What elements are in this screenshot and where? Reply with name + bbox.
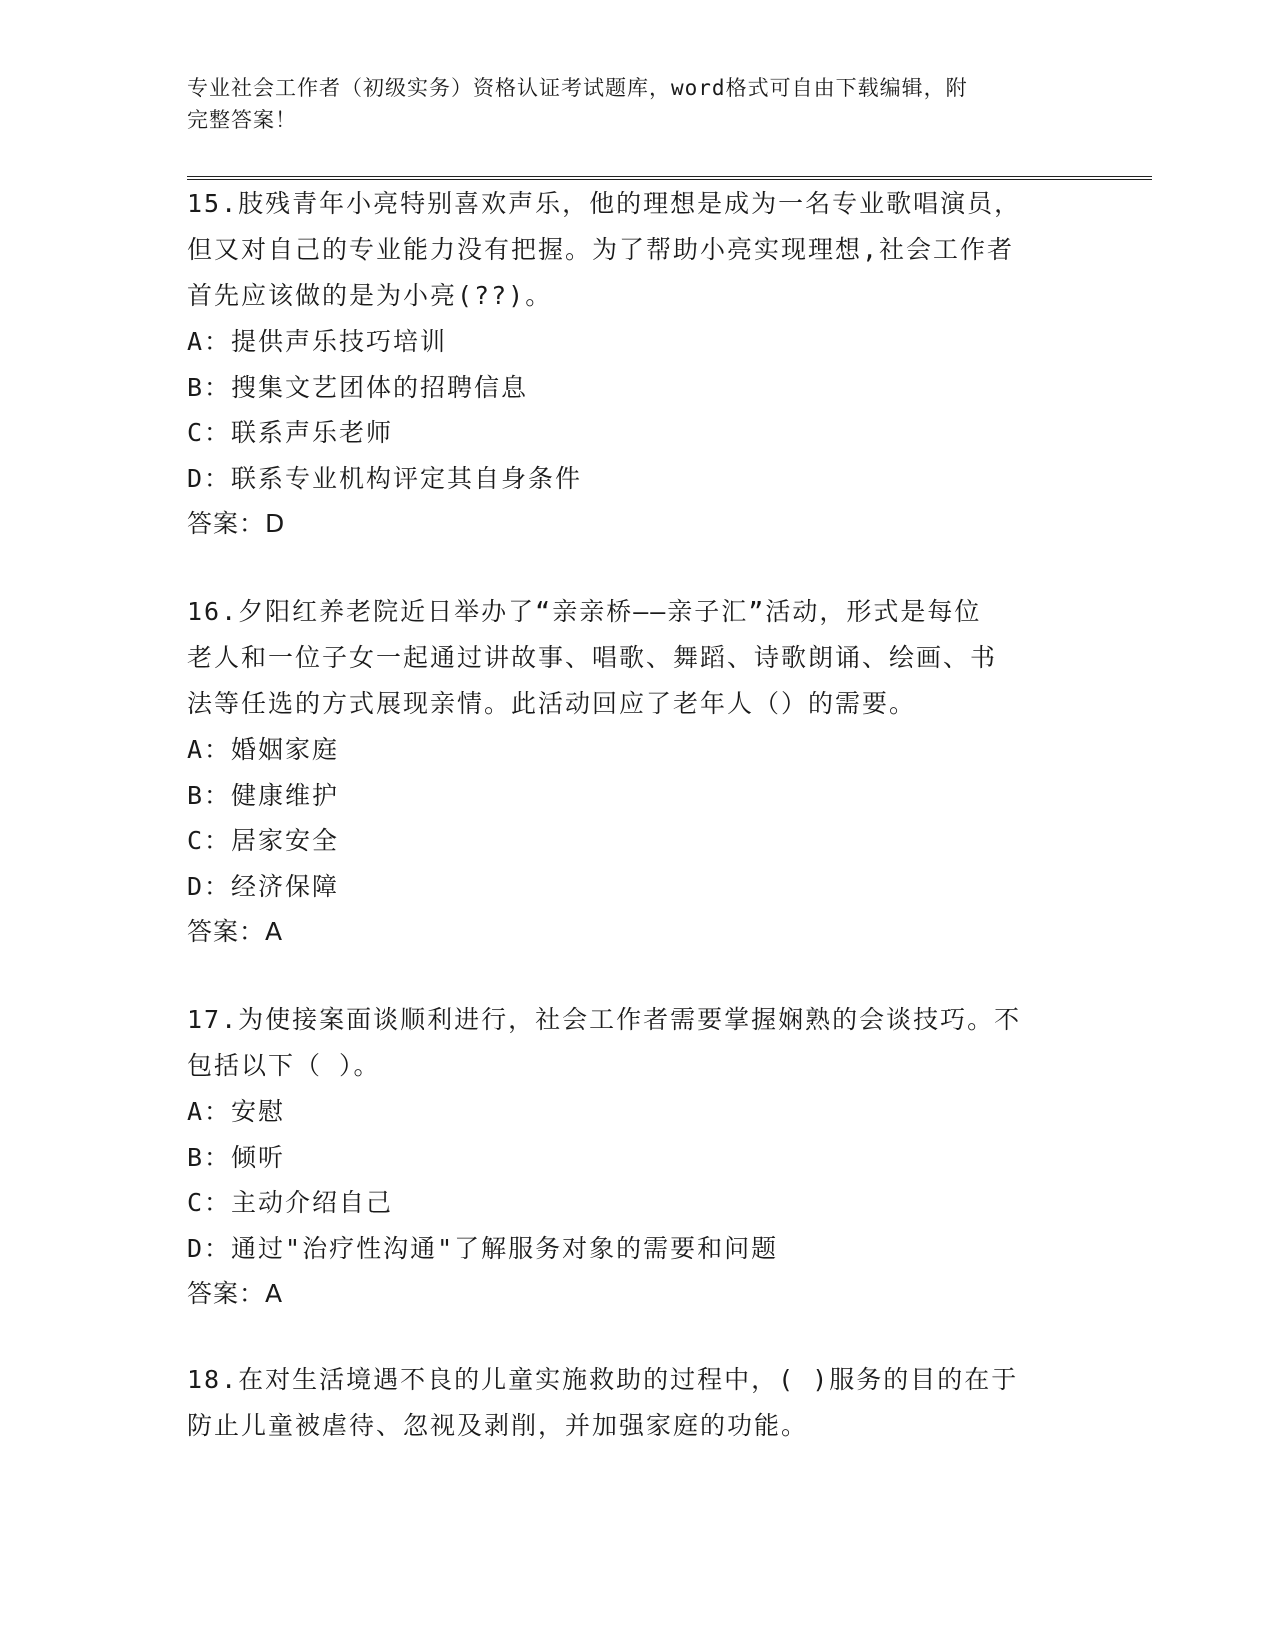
option-d: D：通过"治疗性沟通"了解服务对象的需要和问题 <box>187 1233 779 1263</box>
option-b: B：倾听 <box>187 1142 286 1172</box>
question-stem: 16.夕阳红养老院近日举办了“亲亲桥——亲子汇”活动，形式是每位 老人和一位子女一起通过讲故事、唱歌、舞蹈、诗歌朗诵、绘画、书 法等任选的方式展现亲情。此活动回应了老年人（）的需要。 <box>187 597 998 718</box>
option-a: A：安慰 <box>187 1097 286 1126</box>
question-16 <box>187 589 1087 954</box>
option-a: A：婚姻家庭 <box>187 735 340 764</box>
question-stem: 17.为使接案面谈顺利进行，社会工作者需要掌握娴熟的会谈技巧。不 包括以下（ ）。 <box>187 1005 1022 1080</box>
option-c: C：主动介绍自己 <box>187 1188 394 1217</box>
question-18 <box>187 1357 1087 1449</box>
option-c: C：联系声乐老师 <box>187 418 394 447</box>
question-17 <box>187 997 1087 1316</box>
document-header: 专业社会工作者（初级实务）资格认证考试题库，word格式可自由下载编辑，附 完整答案！ <box>187 76 968 132</box>
option-d: D：经济保障 <box>187 871 340 901</box>
question-stem: 15.肢残青年小亮特别喜欢声乐，他的理想是成为一名专业歌唱演员， 但又对自己的专业能力没有把握。为了帮助小亮实现理想,社会工作者 首先应该做的是为小亮(??)。 <box>187 189 1022 310</box>
question-15 <box>187 181 1087 546</box>
option-a: A：提供声乐技巧培训 <box>187 327 448 356</box>
header-divider <box>187 176 1152 180</box>
option-c: C：居家安全 <box>187 826 340 855</box>
option-b: B：搜集文艺团体的招聘信息 <box>187 372 529 402</box>
answer: 答案：A <box>187 917 284 946</box>
option-b: B：健康维护 <box>187 780 340 810</box>
option-d: D：联系专业机构评定其自身条件 <box>187 463 583 493</box>
answer: 答案：A <box>187 1279 284 1308</box>
question-stem: 18.在对生活境遇不良的儿童实施救助的过程中，( )服务的目的在于 防止儿童被虐待、忽视及剥削，并加强家庭的功能。 <box>187 1365 1019 1440</box>
answer: 答案：D <box>187 509 286 538</box>
